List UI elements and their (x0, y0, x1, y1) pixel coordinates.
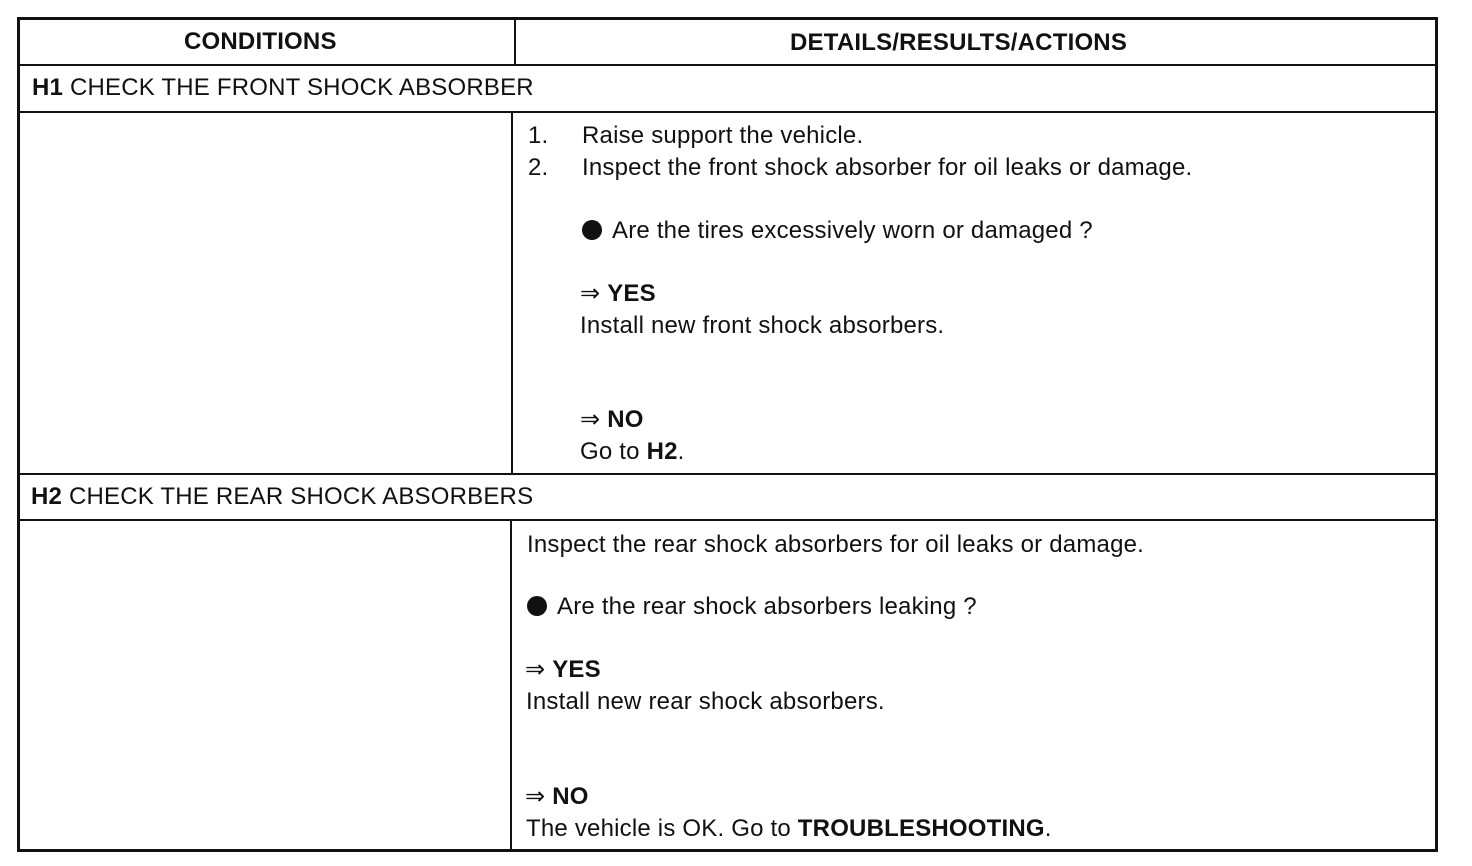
h1-no-result (580, 405, 644, 435)
h2-no-action-prefix: The vehicle is OK. Go to (526, 815, 791, 842)
h1-yes-result (580, 279, 656, 309)
table-border-right (1435, 17, 1438, 852)
arrow-right-icon: ⇒ (580, 280, 601, 307)
h1-code: H1 (32, 74, 64, 101)
h2-title: CHECK THE REAR SHOCK ABSORBERS (68, 483, 534, 510)
h1-step2-text: Inspect the front shock absorber for oil leaks or damage. (582, 154, 1193, 181)
h2-question-text: Are the rear shock absorbers leaking ? (557, 593, 977, 620)
table-border-top (17, 17, 1438, 20)
h2-no-action-suffix: . (1044, 815, 1052, 842)
h2-no-action-ref: TROUBLESHOOTING (797, 815, 1045, 842)
h1-step1-text: Raise support the vehicle. (582, 122, 864, 149)
h2-no-action (526, 814, 1052, 844)
details-header: DETAILS/RESULTS/ACTIONS (790, 29, 1128, 56)
h1-no-action-suffix: . (677, 438, 685, 465)
column-divider (514, 17, 516, 66)
conditions-header: CONDITIONS (184, 28, 337, 55)
h1-no-label: NO (607, 406, 644, 433)
h1-yes-action: Install new front shock absorbers. (580, 312, 945, 339)
h2-yes-result (525, 655, 601, 685)
h2-section-title (31, 482, 533, 512)
arrow-right-icon: ⇒ (525, 783, 546, 810)
column-divider (511, 111, 513, 475)
h1-section-title (32, 73, 534, 103)
h1-step1-number: 1. (528, 122, 549, 149)
arrow-right-icon: ⇒ (580, 406, 601, 433)
h1-title: CHECK THE FRONT SHOCK ABSORBER (69, 74, 534, 101)
bullet-icon (582, 220, 602, 240)
h1-no-action-prefix: Go to (580, 438, 640, 465)
table-border-bottom (17, 849, 1438, 852)
table-border-left (17, 17, 20, 852)
row-divider (17, 64, 1438, 66)
column-divider (510, 519, 512, 851)
h1-no-action (580, 437, 685, 467)
h2-no-label: NO (552, 783, 589, 810)
row-divider (17, 473, 1438, 475)
arrow-right-icon: ⇒ (525, 656, 546, 683)
h1-question-text: Are the tires excessively worn or damaged ? (612, 217, 1093, 244)
row-divider (17, 111, 1438, 113)
h2-yes-label: YES (552, 656, 601, 683)
h2-no-result (525, 782, 589, 812)
h1-no-action-ref: H2 (646, 438, 678, 465)
h1-question (582, 216, 1093, 246)
h2-question (527, 592, 977, 622)
row-divider (17, 519, 1438, 521)
h2-instruction: Inspect the rear shock absorbers for oil leaks or damage. (527, 531, 1145, 558)
bullet-icon (527, 596, 547, 616)
h2-yes-action: Install new rear shock absorbers. (526, 688, 885, 715)
h1-yes-label: YES (607, 280, 656, 307)
h2-code: H2 (31, 483, 63, 510)
h1-step2-number: 2. (528, 154, 549, 181)
